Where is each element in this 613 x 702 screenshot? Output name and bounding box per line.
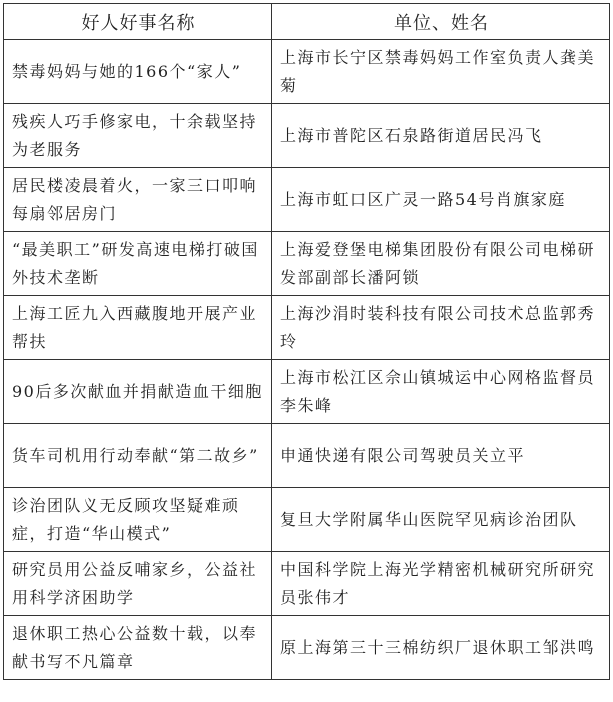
table-row [4, 360, 610, 424]
header-unit-name: 单位、姓名 [272, 4, 610, 40]
deed-cell: 90后多次献血并捐献造血干细胞 [4, 360, 272, 424]
unit-cell: 原上海第三十三棉纺织厂退休职工邹洪鸣 [272, 616, 610, 680]
unit-cell: 上海市松江区佘山镇城运中心网格监督员李朱峰 [272, 360, 610, 424]
table-header [4, 4, 610, 40]
table-row [4, 552, 610, 616]
deed-cell: 上海工匠九入西藏腹地开展产业帮扶 [4, 296, 272, 360]
good-deeds-table [3, 3, 610, 680]
unit-cell: 上海市普陀区石泉路街道居民冯飞 [272, 104, 610, 168]
header-deed-name: 好人好事名称 [4, 4, 272, 40]
deed-cell: 残疾人巧手修家电，十余载坚持为老服务 [4, 104, 272, 168]
deed-cell: “最美职工”研发高速电梯打破国外技术垄断 [4, 232, 272, 296]
table-body [4, 40, 610, 680]
unit-cell: 上海市虹口区广灵一路54号肖旗家庭 [272, 168, 610, 232]
unit-cell: 上海市长宁区禁毒妈妈工作室负责人龚美菊 [272, 40, 610, 104]
table-row [4, 232, 610, 296]
table-row [4, 424, 610, 488]
header-row [4, 4, 610, 40]
table-row [4, 40, 610, 104]
table-row [4, 296, 610, 360]
unit-cell: 中国科学院上海光学精密机械研究所研究员张伟才 [272, 552, 610, 616]
deed-cell: 退休职工热心公益数十载，以奉献书写不凡篇章 [4, 616, 272, 680]
unit-cell: 上海沙涓时装科技有限公司技术总监郭秀玲 [272, 296, 610, 360]
table-row [4, 616, 610, 680]
unit-cell: 复旦大学附属华山医院罕见病诊治团队 [272, 488, 610, 552]
deed-cell: 居民楼凌晨着火，一家三口叩响每扇邻居房门 [4, 168, 272, 232]
unit-cell: 上海爱登堡电梯集团股份有限公司电梯研发部副部长潘阿锁 [272, 232, 610, 296]
table-row [4, 104, 610, 168]
deed-cell: 货车司机用行动奉献“第二故乡” [4, 424, 272, 488]
deed-cell: 诊治团队义无反顾攻坚疑难顽症，打造“华山模式” [4, 488, 272, 552]
table-row [4, 168, 610, 232]
deed-cell: 研究员用公益反哺家乡，公益社用科学济困助学 [4, 552, 272, 616]
unit-cell: 申通快递有限公司驾驶员关立平 [272, 424, 610, 488]
deed-cell: 禁毒妈妈与她的166个“家人” [4, 40, 272, 104]
table-row [4, 488, 610, 552]
